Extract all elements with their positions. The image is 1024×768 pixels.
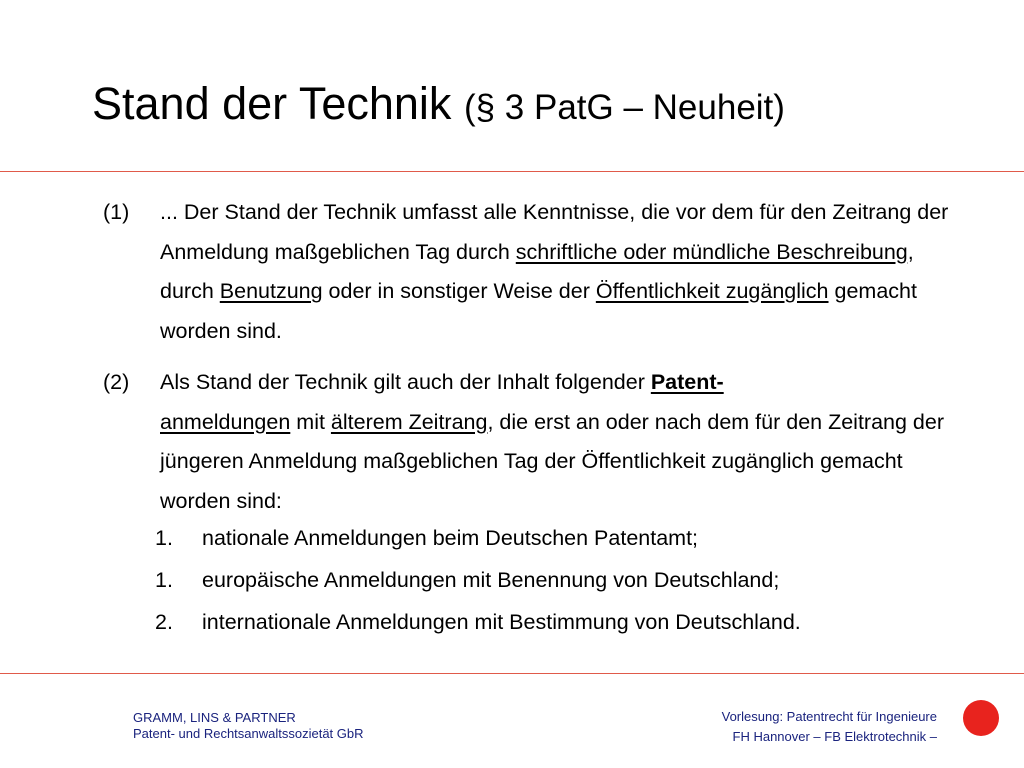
bottom-divider xyxy=(0,673,1024,674)
bold-underlined-text: Patent- xyxy=(650,370,724,394)
text: oder in sonstiger Weise der xyxy=(322,279,596,303)
text: mit xyxy=(290,409,331,434)
application-list xyxy=(155,517,801,643)
list-item-number: 1. xyxy=(155,568,173,592)
paragraph-body xyxy=(160,363,963,521)
text: Als Stand der Technik gilt auch der Inhalt folgender xyxy=(160,370,651,394)
underlined-text: Öffentlichkeit zugänglich xyxy=(595,279,829,303)
text: ... Der Stand der Technik umfasst alle Kenntnisse, die vor dem für den Zeitrang der Anmeldung maßgeblichen Tag durch xyxy=(160,200,949,264)
list-item-text: europäische Anmeldungen mit Benennung von Deutschland; xyxy=(202,568,780,592)
list-item-text: nationale Anmeldungen beim Deutschen Patentamt; xyxy=(202,526,699,550)
firm-subtitle: Patent- und Rechtsanwaltssozietät GbR xyxy=(133,726,364,741)
paragraph-number: (1) xyxy=(103,200,130,224)
slide-title-sub: (§ 3 PatG – Neuheit) xyxy=(463,88,785,127)
slide-title-main: Stand der Technik xyxy=(92,78,452,129)
red-dot-logo xyxy=(963,700,999,736)
underlined-text: schriftliche oder mündliche Beschreibung xyxy=(515,239,908,264)
list-item-text: internationale Anmeldungen mit Bestimmung von Deutschland. xyxy=(202,610,801,634)
underlined-text: älterem Zeitrang xyxy=(330,409,488,434)
list-item-number: 1. xyxy=(155,526,173,550)
top-divider xyxy=(0,171,1024,172)
text: , die erst an oder nach dem für den Zeitrang der jüngeren Anmeldung maßgeblichen Tag der Öffentlichkeit zugänglich gemacht worden sind: xyxy=(160,409,945,513)
text: gemacht worden sind. xyxy=(160,279,917,343)
paragraph-1 xyxy=(103,193,963,351)
firm-name: GRAMM, LINS & PARTNER xyxy=(133,710,296,725)
list-item-number: 2. xyxy=(155,610,173,634)
underlined-text: anmeldungen xyxy=(160,409,291,434)
paragraph-number: (2) xyxy=(103,370,130,394)
underlined-text: Benutzung xyxy=(219,279,323,303)
text: , durch xyxy=(160,239,914,303)
list-item xyxy=(155,601,801,643)
paragraph-2 xyxy=(103,363,963,521)
paragraph-body xyxy=(160,193,963,351)
faculty-name: FH Hannover – FB Elektrotechnik – xyxy=(732,729,937,744)
list-item xyxy=(155,559,801,601)
lecture-title: Vorlesung: Patentrecht für Ingenieure xyxy=(721,709,937,724)
slide-title xyxy=(92,74,785,138)
footer-lecture xyxy=(722,707,937,747)
list-item xyxy=(155,517,801,559)
footer-firm xyxy=(133,710,364,742)
